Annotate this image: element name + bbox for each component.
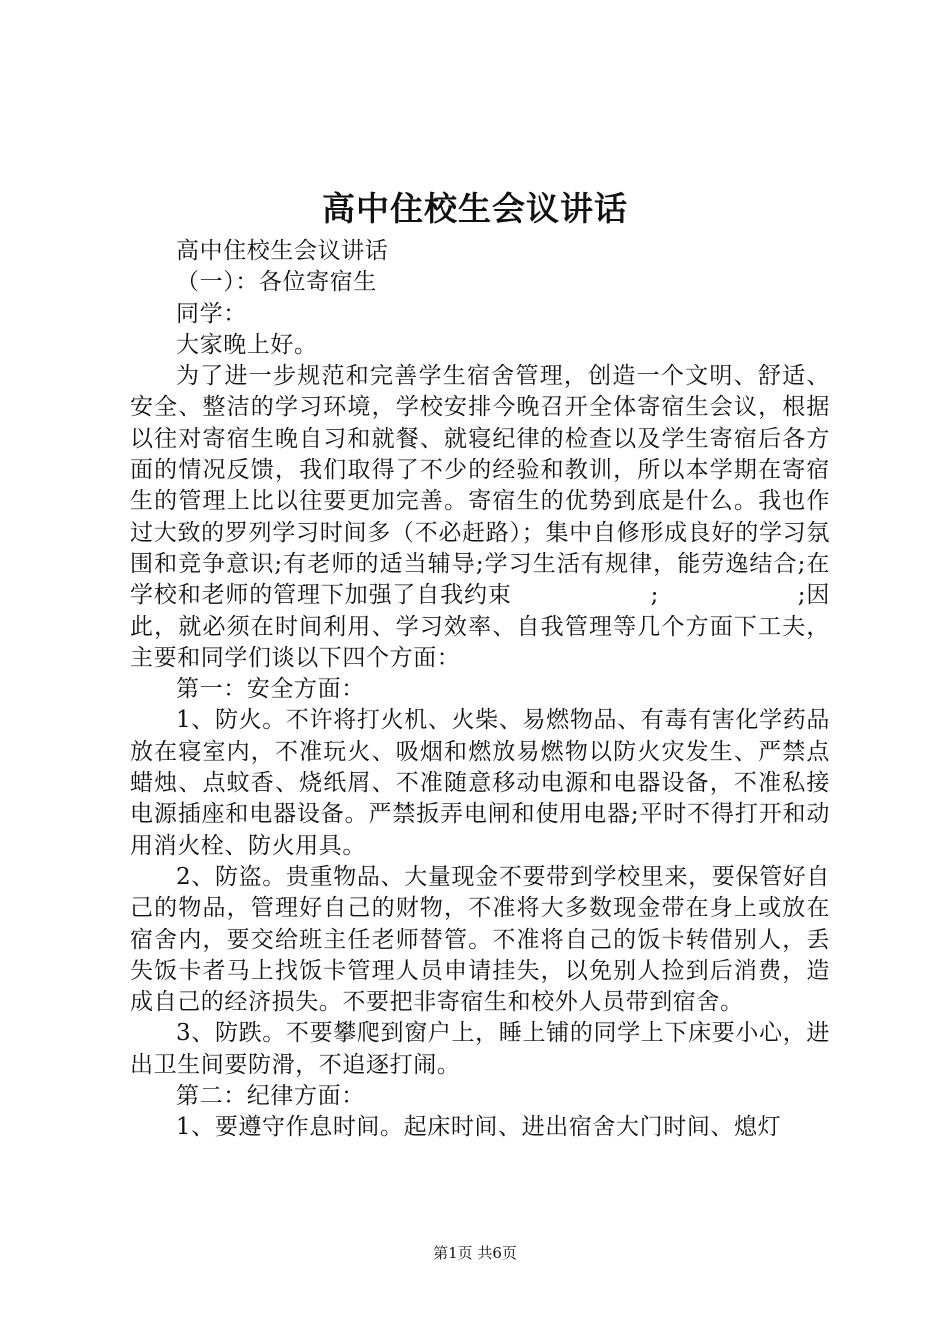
paragraph-subtitle: 高中住校生会议讲话 [176,238,389,264]
paragraph-fire-prevention: 1、防火。不许将打火机、火柴、易燃物品、有毒有害化学药品放在寝室内，不准玩火、吸烟和燃放易燃物以防火灾发生、严禁点蜡烛、点蚊香、烧纸屑、不准随意移动电源和电器设备，不准私接电源插座和电器设备。严禁扳弄电闸和使用电器;平时不得打开和动用消火栓、防火用具。 [130,707,830,859]
document-body [130,236,830,1144]
paragraph-introduction: 为了进一步规范和完善学生宿舍管理，创造一个文明、舒适、安全、整洁的学习环境，学校安排今晚召开全体寄宿生会议，根据以往对寄宿生晚自习和就餐、就寝纪律的检查以及学生寄宿后各方面的情况反馈，我们取得了不少的经验和教训，所以本学期在寄宿生的管理上比以往要更加完善。寄宿生的优势到底是什么。我也作过大致的罗列学习时间多（不必赶路）；集中自修形成良好的学习氛围和竞争意识;有老师的适当辅导;学习生活有规律，能劳逸结合;在学校和老师的管理下加强了自我约束 ; ;因此，就必须在时间利用、学习效率、自我管理等几个方面下工夫，主要和同学们谈以下四个方面： [130,363,830,671]
page-number: 第1页 共6页 [433,1244,517,1262]
paragraph-greeting: 大家晚上好。 [176,331,318,358]
paragraph-heading-safety: 第一：安全方面： [176,676,365,703]
paragraph-salutation: 同学： [176,300,247,327]
paragraph-fall-prevention: 3、防跌。不要攀爬到窗户上，睡上铺的同学上下床要小心，进出卫生间要防滑，不追逐打闹。 [130,1020,830,1078]
paragraph-section-label: （一）：各位寄宿生 [176,269,377,296]
paragraph-heading-discipline: 第二：纪律方面： [176,1083,365,1110]
document-title: 高中住校生会议讲话 [322,189,628,228]
paragraph-theft-prevention: 2、防盗。贵重物品、大量现金不要带到学校里来，要保管好自己的物品，管理好自己的财物，不准将大多数现金带在身上或放在宿舍内，要交给班主任老师替管。不准将自己的饭卡转借别人，丢失饭卡者马上找饭卡管理人员申请挂失，以免别人捡到后消费，造成自己的经济损失。不要把非寄宿生和校外人员带到宿舍。 [130,863,830,1016]
paragraph-schedule: 1、要遵守作息时间。起床时间、进出宿舍大门时间、熄灯 [176,1114,782,1141]
